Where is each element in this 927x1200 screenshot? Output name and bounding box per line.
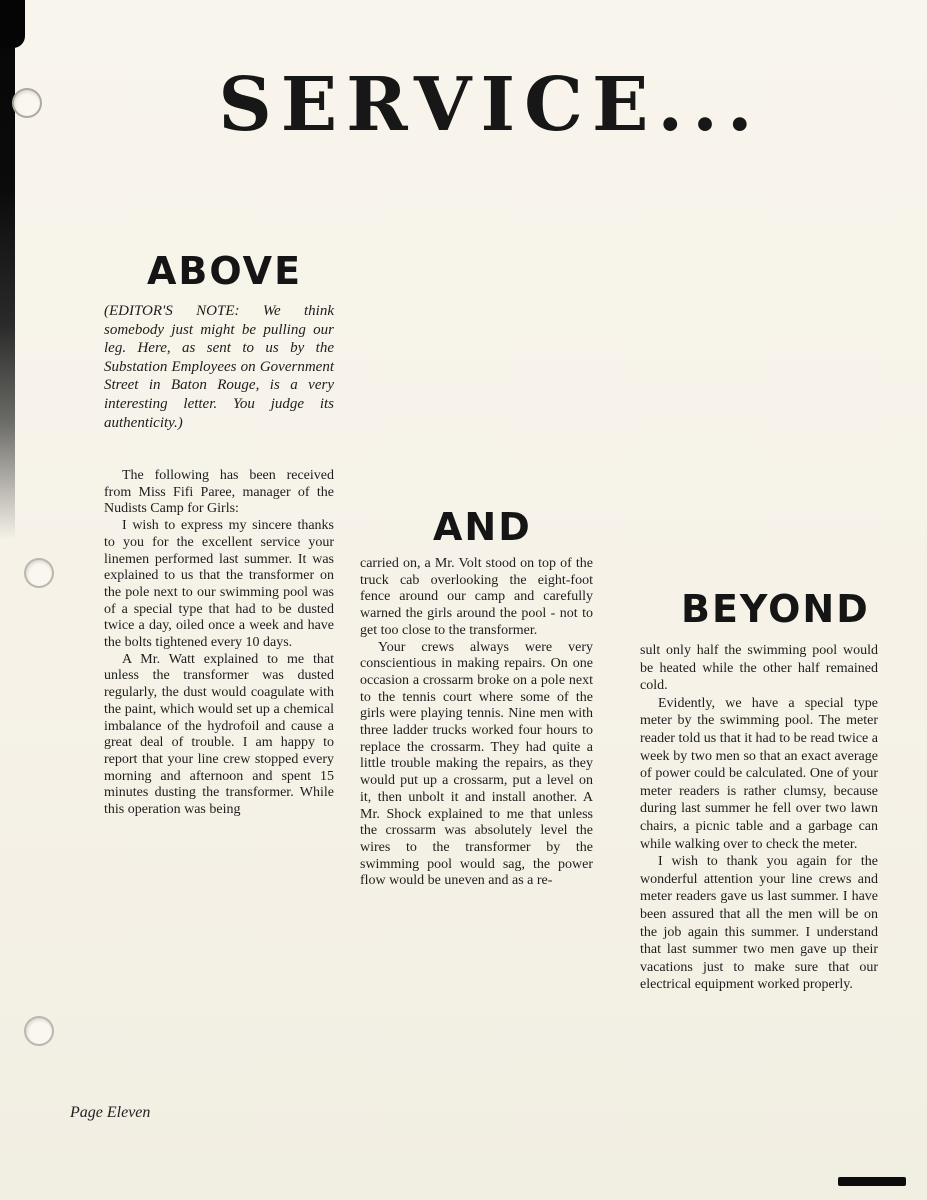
- column-and-body: [360, 556, 593, 890]
- punch-hole-middle: [24, 558, 54, 588]
- paragraph: sult only half the swimming pool would be heated while the other half remained cold.: [640, 643, 878, 694]
- heading-and: AND: [433, 505, 532, 549]
- paragraph: A Mr. Watt explained to me that unless the transformer was dusted regularly, the dust would coagulate with the paint, which would set up a chemical imbalance of the hydrofoil and cause a great deal of trouble. I am happy to report that your line crew stopped every morning and afternoon and spent 15 minutes dusting the transformer. While this operation was being: [104, 651, 334, 818]
- scan-edge-left: [0, 0, 15, 540]
- scan-mark-bottom-right: [838, 1177, 906, 1186]
- editors-note: (EDITOR'S NOTE: We think somebody just might be pulling our leg. Here, as sent to us by the Substation Employees on Government Street in Baton Rouge, is a very interesting letter. You judge its authenticity.): [104, 303, 334, 431]
- heading-above: ABOVE: [147, 249, 303, 293]
- paragraph: Your crews always were very conscientious in making repairs. On one occasion a crossarm broke on a pole next to the tennis court where some of the girls were playing tennis. Nine men with three ladder trucks worked four hours to replace the crossarm. They had quite a little trouble making the repairs, as they would put up a crossarm, put a level on it, then unbolt it and install another. A Mr. Shock explained to me that unless the crossarm was absolutely level the wires to the transformer by the swimming pool would sag, the power flow would be uneven and as a re-: [360, 639, 593, 889]
- paragraph: Evidently, we have a special type meter by the swimming pool. The meter reader told us that it had to be read twice a week by two men so that an exact average of power could be calculated. One of your meter readers is rather clumsy, because during last summer he fell over two lawn chairs, a picnic table and a garbage can while walking over to check the meter.: [640, 695, 878, 852]
- heading-beyond: BEYOND: [681, 587, 870, 631]
- page-title: SERVICE...: [218, 62, 762, 148]
- page-number: Page Eleven: [70, 1104, 151, 1121]
- paragraph: I wish to thank you again for the wonderful attention your line crews and meter readers gave us last summer. I have been assured that all the men will be on the job again this summer. I understand that last summer two men gave up their vacations just to make sure that our electrical equipment worked properly.: [640, 854, 878, 993]
- scan-corner-mark: [0, 0, 25, 48]
- column-beyond-body: [640, 642, 878, 994]
- paragraph: carried on, a Mr. Volt stood on top of the truck cab overlooking the eight-foot fence around our camp and carefully warned the girls around the pool - not to get too close to the transformer.: [360, 556, 593, 638]
- column-above-body: [104, 468, 334, 819]
- punch-hole-top: [12, 88, 42, 118]
- paragraph: The following has been received from Miss Fifi Paree, manager of the Nudists Camp for Girls:: [104, 468, 334, 517]
- punch-hole-bottom: [24, 1016, 54, 1046]
- paragraph: I wish to express my sincere thanks to you for the excellent service your linemen performed last summer. It was explained to us that the transformer on the pole next to our swimming pool was of a special type that had to be dusted twice a day, oiled once a week and have the bolts tightened every 10 days.: [104, 518, 334, 651]
